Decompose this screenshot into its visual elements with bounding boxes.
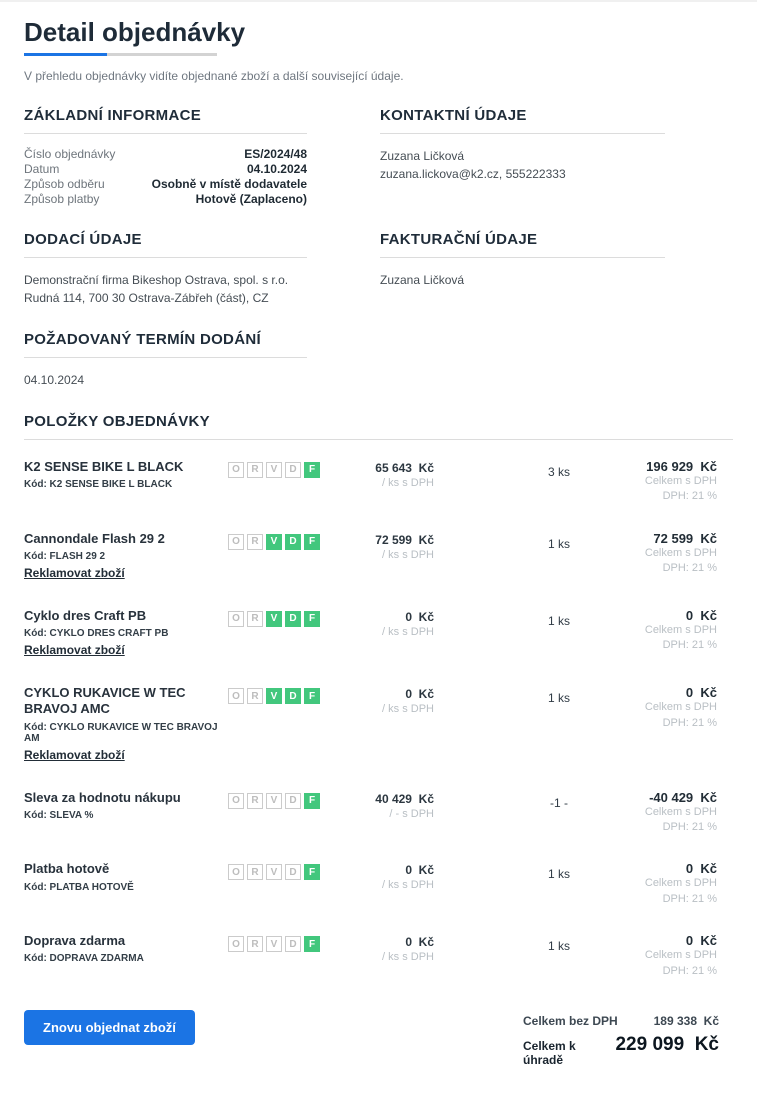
item-unit-price-cell — [324, 790, 434, 820]
status-badge-v-icon: V — [266, 534, 282, 550]
requested-date-value: 04.10.2024 — [24, 372, 85, 387]
item-unit-price-suffix: / ks s DPH — [382, 548, 434, 561]
status-badge-v-icon: V — [266, 864, 282, 880]
reorder-button[interactable]: Znovu objednat zboží — [24, 1010, 195, 1045]
order-date-label: Datum — [24, 161, 60, 176]
order-item-row — [24, 920, 733, 992]
item-unit-price-suffix: / ks s DPH — [382, 476, 434, 489]
status-badge-d-icon: D — [285, 793, 301, 809]
status-badge-v-icon: V — [266, 793, 282, 809]
item-total-cell — [634, 685, 733, 731]
section-requested-delivery-date — [24, 331, 307, 389]
status-badge-f-icon: F — [304, 688, 320, 704]
section-divider — [24, 357, 307, 358]
item-unit-price-suffix: / ks s DPH — [382, 625, 434, 638]
payment-method-label: Způsob platby — [24, 191, 100, 206]
pickup-method-value: Osobně v místě dodavatele — [151, 176, 307, 191]
status-badge-d-icon: D — [285, 462, 301, 478]
item-info — [24, 459, 228, 490]
status-badge-o-icon: O — [228, 688, 244, 704]
order-number-row — [24, 147, 307, 162]
section-divider — [380, 133, 665, 134]
status-badge-v-icon: V — [266, 688, 282, 704]
item-status-badges — [228, 608, 324, 627]
item-unit-price-cell — [324, 608, 434, 638]
item-info — [24, 685, 228, 764]
item-unit-price-suffix: / ks s DPH — [382, 879, 434, 892]
item-unit-price: 65 643 Kč — [375, 460, 434, 475]
total-due-row — [523, 1034, 719, 1067]
item-name: Cyklo dres Craft PB — [24, 607, 147, 623]
item-code: Kód: CYKLO RUKAVICE W TEC BRAVOJ AM — [24, 721, 218, 744]
pickup-method-label: Způsob odběru — [24, 176, 105, 191]
item-total-note: Celkem s DPH — [644, 701, 717, 714]
title-underline — [24, 53, 217, 56]
delivery-company: Demonstrační firma Bikeshop Ostrava, spol. s r.o. — [24, 272, 289, 287]
item-total-price: 196 929 Kč — [646, 458, 717, 474]
order-detail-page — [0, 18, 757, 1095]
item-info — [24, 933, 228, 964]
item-status-badges — [228, 459, 324, 478]
section-divider — [24, 257, 307, 258]
item-quantity: 1 ks — [547, 939, 570, 954]
item-total-cell — [634, 933, 733, 979]
item-info — [24, 531, 228, 582]
basic-info-body — [24, 147, 307, 207]
item-unit-price: 0 Kč — [405, 863, 434, 878]
order-item-row — [24, 518, 733, 595]
item-unit-price-cell — [324, 459, 434, 489]
order-items-title: POLOŽKY OBJEDNÁVKY — [24, 412, 210, 430]
item-unit-price-cell — [324, 933, 434, 963]
status-badge-o-icon: O — [228, 611, 244, 627]
item-total-price: 0 Kč — [685, 685, 717, 701]
total-excl-vat-value: 189 338 Kč — [653, 1014, 719, 1029]
billing-info-title: FAKTURAČNÍ ÚDAJE — [380, 230, 538, 248]
item-unit-price-suffix: / - s DPH — [389, 807, 434, 820]
total-excl-vat-label: Celkem bez DPH — [523, 1014, 618, 1029]
status-badge-r-icon: R — [247, 793, 263, 809]
delivery-info-body — [24, 271, 307, 307]
total-due-label: Celkem k úhradě — [523, 1039, 576, 1068]
item-unit-price-cell — [324, 531, 434, 561]
payment-method-row — [24, 192, 307, 207]
section-order-items — [24, 413, 733, 992]
section-delivery-info — [24, 231, 307, 307]
order-totals — [523, 1010, 719, 1067]
basic-info-title: ZÁKLADNÍ INFORMACE — [24, 106, 202, 124]
status-badge-d-icon: D — [285, 936, 301, 952]
status-badge-f-icon: F — [304, 611, 320, 627]
total-due-value: 229 099 Kč — [615, 1034, 719, 1056]
item-total-price: 0 Kč — [685, 607, 717, 623]
delivery-address: Rudná 114, 700 30 Ostrava-Zábřeh (část), CZ — [24, 290, 269, 305]
order-item-row — [24, 672, 733, 777]
item-code: Kód: FLASH 29 2 — [24, 550, 106, 562]
item-total-cell — [634, 531, 733, 577]
item-claim-link[interactable]: Reklamovat zboží — [24, 747, 125, 762]
status-badge-f-icon: F — [304, 864, 320, 880]
order-number-label: Číslo objednávky — [24, 146, 116, 161]
item-unit-price: 0 Kč — [405, 609, 434, 624]
order-items-list — [24, 446, 733, 992]
section-divider — [24, 439, 733, 440]
status-badge-o-icon: O — [228, 936, 244, 952]
item-unit-price: 40 429 Kč — [375, 791, 434, 806]
item-unit-price-cell — [324, 685, 434, 715]
item-status-badges — [228, 531, 324, 550]
order-number-value: ES/2024/48 — [244, 146, 307, 161]
item-quantity: -1 - — [550, 795, 568, 810]
item-name: Cannondale Flash 29 2 — [24, 530, 165, 546]
item-name: CYKLO RUKAVICE W TEC BRAVOJ AMC — [24, 685, 186, 717]
item-quantity: 1 ks — [547, 613, 570, 628]
item-total-cell — [634, 459, 733, 505]
item-name: Doprava zdarma — [24, 933, 126, 949]
status-badge-r-icon: R — [247, 936, 263, 952]
item-claim-link[interactable]: Reklamovat zboží — [24, 643, 125, 658]
item-unit-price: 0 Kč — [405, 687, 434, 702]
status-badge-v-icon: V — [266, 462, 282, 478]
item-name: Platba hotově — [24, 861, 110, 877]
item-quantity: 1 ks — [547, 867, 570, 882]
status-badge-r-icon: R — [247, 534, 263, 550]
item-info — [24, 608, 228, 659]
item-total-note: Celkem s DPH — [644, 546, 717, 559]
item-unit-price-suffix: / ks s DPH — [382, 951, 434, 964]
contact-info-body — [380, 147, 665, 183]
status-badge-o-icon: O — [228, 864, 244, 880]
item-status-badges — [228, 861, 324, 880]
status-badge-o-icon: O — [228, 534, 244, 550]
item-name: Sleva za hodnotu nákupu — [24, 789, 181, 805]
item-total-price: 0 Kč — [685, 861, 717, 877]
payment-method-value: Hotově (Zaplaceno) — [195, 191, 307, 206]
item-claim-link[interactable]: Reklamovat zboží — [24, 565, 125, 580]
contact-email-phone: zuzana.lickova@k2.cz, 555222333 — [380, 166, 566, 181]
status-badge-d-icon: D — [285, 534, 301, 550]
item-vat-note: DPH: 21 % — [662, 639, 717, 652]
item-status-badges — [228, 790, 324, 809]
requested-date-title: POŽADOVANÝ TERMÍN DODÁNÍ — [24, 330, 261, 348]
item-code: Kód: CYKLO DRES CRAFT PB — [24, 628, 169, 640]
order-item-row — [24, 595, 733, 672]
status-badge-o-icon: O — [228, 462, 244, 478]
item-unit-price-cell — [324, 861, 434, 891]
item-status-badges — [228, 933, 324, 952]
status-badge-r-icon: R — [247, 864, 263, 880]
status-badge-v-icon: V — [266, 611, 282, 627]
item-code: Kód: SLEVA % — [24, 809, 94, 821]
item-quantity: 1 ks — [547, 691, 570, 706]
status-badge-o-icon: O — [228, 793, 244, 809]
status-badge-r-icon: R — [247, 688, 263, 704]
item-vat-note: DPH: 21 % — [662, 892, 717, 905]
item-total-cell — [634, 861, 733, 907]
item-total-note: Celkem s DPH — [644, 949, 717, 962]
item-info — [24, 790, 228, 821]
section-billing-info — [380, 231, 665, 307]
delivery-info-title: DODACÍ ÚDAJE — [24, 230, 142, 248]
item-total-note: Celkem s DPH — [644, 623, 717, 636]
order-footer — [24, 1010, 733, 1095]
order-date-row — [24, 162, 307, 177]
section-basic-info — [24, 107, 307, 207]
order-item-row — [24, 777, 733, 849]
item-unit-price: 72 599 Kč — [375, 532, 434, 547]
order-date-value: 04.10.2024 — [246, 161, 307, 176]
item-status-badges — [228, 685, 324, 704]
item-total-cell — [634, 790, 733, 836]
page-title: Detail objednávky — [24, 17, 246, 47]
total-excl-vat-row — [523, 1014, 719, 1028]
billing-info-body — [380, 271, 665, 289]
item-total-cell — [634, 608, 733, 654]
section-divider — [380, 257, 665, 258]
section-contact-info — [380, 107, 665, 207]
status-badge-d-icon: D — [285, 611, 301, 627]
status-badge-r-icon: R — [247, 611, 263, 627]
section-divider — [24, 133, 307, 134]
item-quantity: 1 ks — [547, 536, 570, 551]
item-vat-note: DPH: 21 % — [662, 821, 717, 834]
item-total-note: Celkem s DPH — [644, 805, 717, 818]
item-vat-note: DPH: 21 % — [662, 964, 717, 977]
status-badge-f-icon: F — [304, 534, 320, 550]
item-unit-price-suffix: / ks s DPH — [382, 703, 434, 716]
item-vat-note: DPH: 21 % — [662, 562, 717, 575]
item-total-price: -40 429 Kč — [649, 789, 717, 805]
status-badge-f-icon: F — [304, 793, 320, 809]
order-item-row — [24, 446, 733, 518]
status-badge-f-icon: F — [304, 936, 320, 952]
item-vat-note: DPH: 21 % — [662, 716, 717, 729]
item-total-price: 0 Kč — [685, 933, 717, 949]
item-code: Kód: PLATBA HOTOVĚ — [24, 881, 134, 893]
status-badge-v-icon: V — [266, 936, 282, 952]
billing-name: Zuzana Ličková — [380, 272, 465, 287]
item-total-note: Celkem s DPH — [644, 474, 717, 487]
top-divider — [0, 0, 757, 2]
pickup-method-row — [24, 177, 307, 192]
status-badge-r-icon: R — [247, 462, 263, 478]
status-badge-d-icon: D — [285, 864, 301, 880]
status-badge-f-icon: F — [304, 462, 320, 478]
order-item-row — [24, 848, 733, 920]
item-name: K2 SENSE BIKE L BLACK — [24, 458, 184, 474]
page-subtitle: V přehledu objednávky vidíte objednané zboží a další související údaje. — [24, 68, 404, 83]
contact-info-title: KONTAKTNÍ ÚDAJE — [380, 106, 527, 124]
info-grid — [24, 83, 733, 389]
item-code: Kód: DOPRAVA ZDARMA — [24, 953, 144, 965]
item-vat-note: DPH: 21 % — [662, 490, 717, 503]
item-total-price: 72 599 Kč — [653, 530, 717, 546]
item-code: Kód: K2 SENSE BIKE L BLACK — [24, 479, 173, 491]
item-info — [24, 861, 228, 892]
contact-name: Zuzana Ličková — [380, 148, 465, 163]
status-badge-d-icon: D — [285, 688, 301, 704]
item-total-note: Celkem s DPH — [644, 877, 717, 890]
item-unit-price: 0 Kč — [405, 935, 434, 950]
item-quantity: 3 ks — [547, 464, 570, 479]
